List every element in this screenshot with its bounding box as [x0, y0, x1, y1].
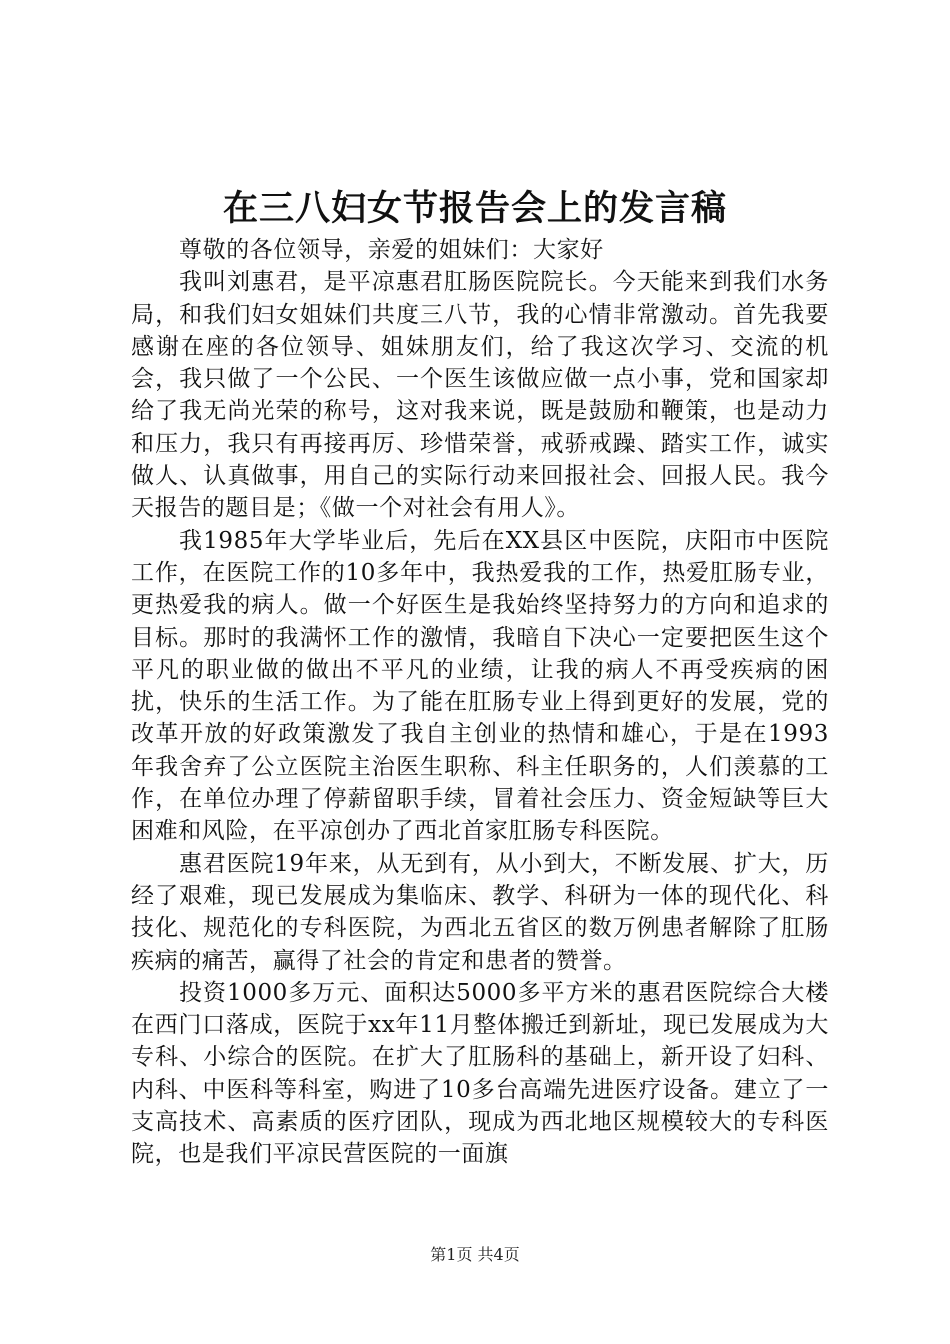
paragraph-career: 我1985年大学毕业后，先后在XX县区中医院，庆阳市中医院工作，在医院工作的10多年中，我热爱我的工作，热爱肛肠专业，更热爱我的病人。做一个好医生是我始终坚持努力的方向和追求的目标。那时的我满怀工作的激情，我暗自下决心一定要把医生这个平凡的职业做的做出不平凡的业绩，让我的病人不再受疾病的困扰，快乐的生活工作。为了能在肛肠专业上得到更好的发展，党的改革开放的好政策激发了我自主创业的热情和雄心，于是在1993年我舍弃了公立医院主治医生职称、科主任职务的，人们羡慕的工作，在单位办理了停薪留职手续，冒着社会压力、资金短缺等巨大困难和风险，在平凉创办了西北首家肛肠专科医院。 [131, 527, 829, 845]
paragraph-introduction: 我叫刘惠君，是平凉惠君肛肠医院院长。今天能来到我们水务局，和我们妇女姐妹们共度三八节，我的心情非常激动。首先我要感谢在座的各位领导、姐妹朋友们，给了我这次学习、交流的机会，我只做了一个公民、一个医生该做应做一点小事，党和国家却给了我无尚光荣的称号，这对我来说，既是鼓励和鞭策，也是动力和压力，我只有再接再厉、珍惜荣誉，戒骄戒躁、踏实工作，诚实做人、认真做事，用自己的实际行动来回报社会、回报人民。我今天报告的题目是；《做一个对社会有用人》。 [131, 269, 829, 522]
page-number-footer: 第1页 共4页 [430, 1245, 520, 1264]
paragraph-greeting: 尊敬的各位领导，亲爱的姐妹们：大家好 [179, 237, 604, 263]
paragraph-hospital-history: 惠君医院19年来，从无到有，从小到大，不断发展、扩大，历经了艰难，现已发展成为集临床、教学、科研为一体的现代化、科技化、规范化的专科医院，为西北五省区的数万例患者解除了肛肠疾病的痛苦，赢得了社会的肯定和患者的赞誉。 [131, 850, 829, 974]
paragraph-hospital-building: 投资1000多万元、面积达5000多平方米的惠君医院综合大楼在西门口落成，医院于xx年11月整体搬迁到新址，现已发展成为大专科、小综合的医院。在扩大了肛肠科的基础上，新开设了妇科、内科、中医科等科室，购进了10多台高端先进医疗设备。建立了一支高技术、高素质的医疗团队，现成为西北地区规模较大的专科医院，也是我们平凉民营医院的一面旗 [131, 979, 829, 1168]
document-title: 在三八妇女节报告会上的发言稿 [222, 189, 727, 229]
document-body [131, 234, 829, 1171]
